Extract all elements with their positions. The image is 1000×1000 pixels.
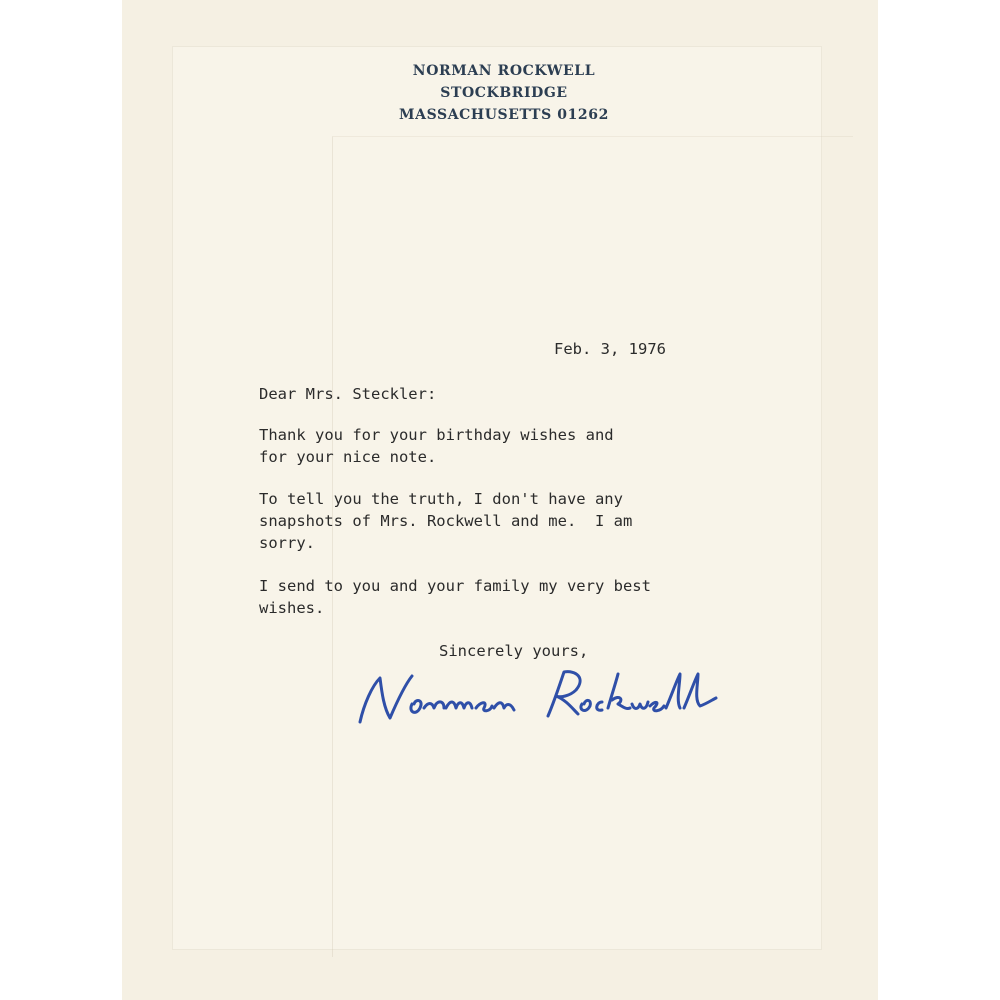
letter-closing: Sincerely yours,: [439, 642, 589, 660]
letter-paragraph-2: To tell you the truth, I don't have any snapshots of Mrs. Rockwell and me. I am sorry.: [259, 490, 633, 552]
letterhead-town: STOCKBRIDGE: [440, 85, 568, 101]
letter-page: [122, 0, 878, 1000]
handwritten-signature: [350, 664, 770, 734]
letter-date: Feb. 3, 1976: [554, 340, 666, 358]
letterhead: [122, 60, 878, 126]
letter-salutation: Dear Mrs. Steckler:: [259, 385, 437, 403]
letterhead-name: NORMAN ROCKWELL: [412, 63, 596, 79]
letter-paragraph-3: I send to you and your family my very best wishes.: [259, 577, 651, 617]
letter-paragraph-1: Thank you for your birthday wishes and for your nice note.: [259, 426, 614, 466]
letterhead-state: MASSACHUSETTS 01262: [399, 107, 609, 123]
